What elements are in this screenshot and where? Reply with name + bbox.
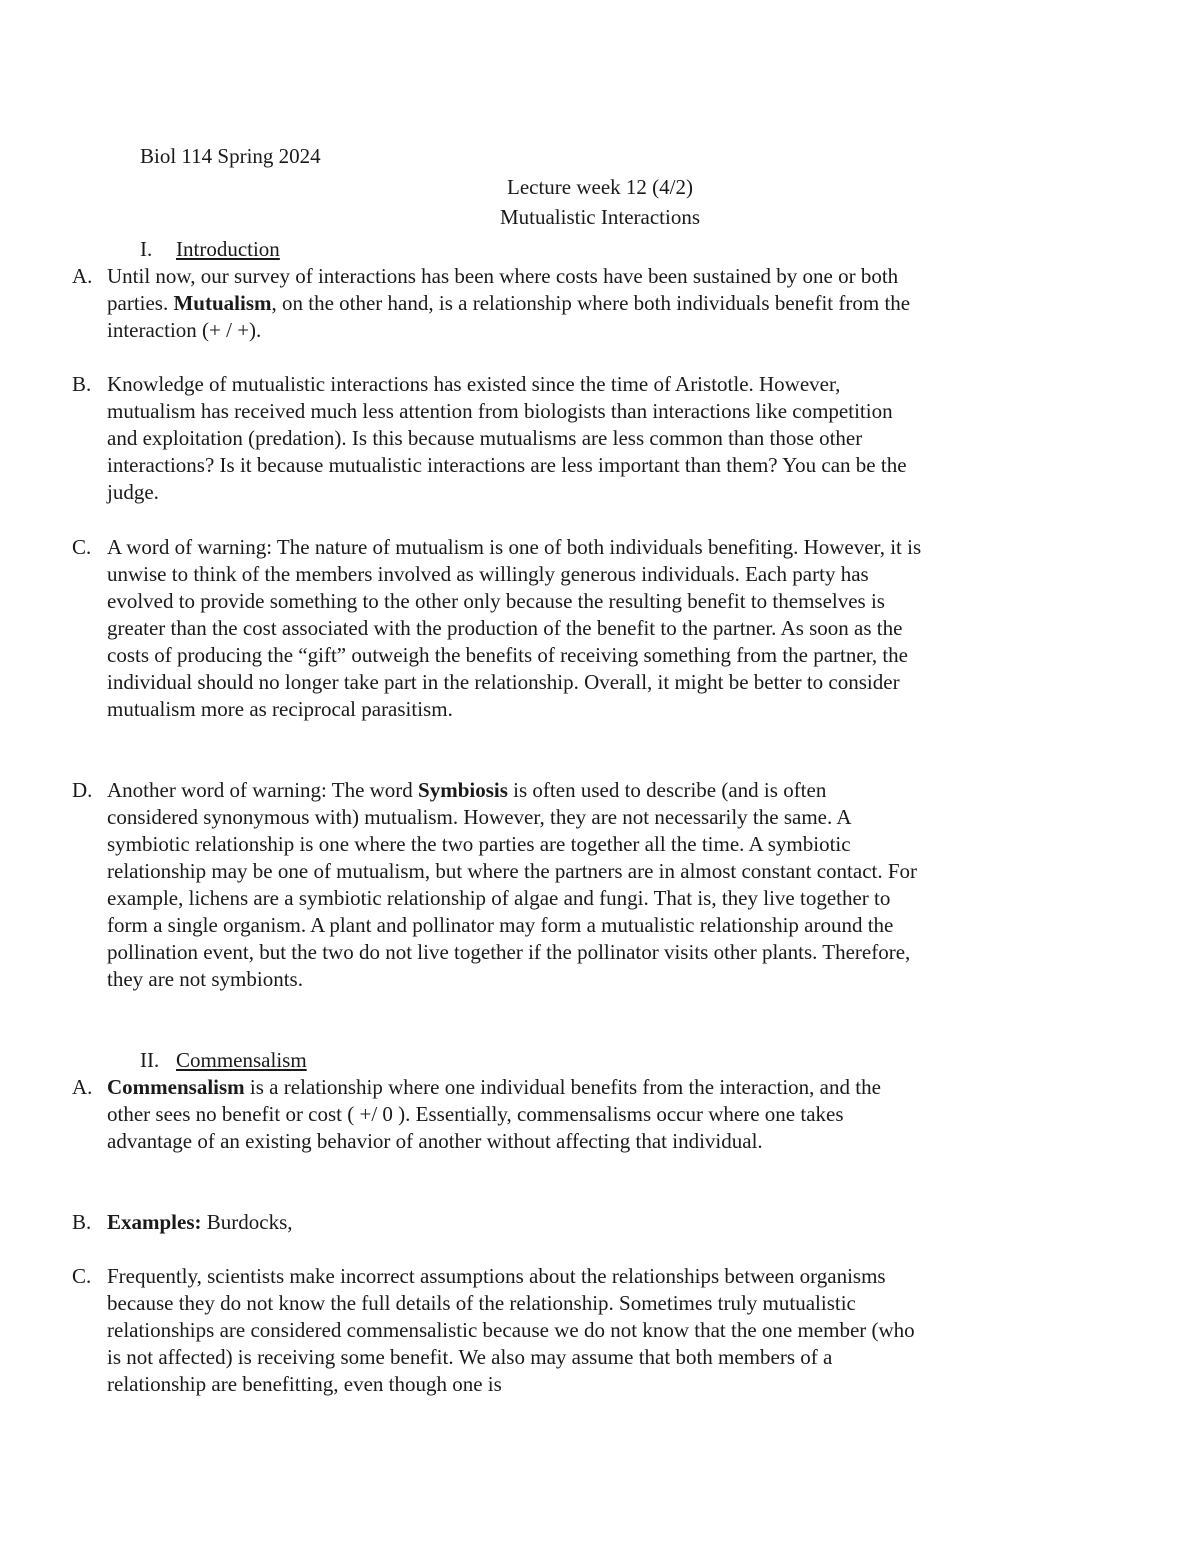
section-numeral: I. xyxy=(140,237,153,261)
item-letter: B. xyxy=(72,1210,92,1234)
item-text: Another word of warning: The word Symbiosis is often used to describe (and is often considered synonymous with) mutualism. However, they are not necessarily the same. A symbiotic relationship is one where the two parties are together all the time. A symbiotic relationship may be one of mutualism, but where the partners are in almost constant contact. For example, lichens are a symbiotic relationship of algae and fungi. That is, they live together to form a single organism. A plant and pollinator may form a mutualistic relationship around the pollination event, but the two do not live together if the pollinator visits other plants. Therefore, they are not symbionts. xyxy=(107,778,918,991)
outline-item-comm-c xyxy=(72,1263,922,1398)
item-text: Frequently, scientists make incorrect assumptions about the relationships between organisms because they do not know the full details of the relationship. Sometimes truly mutualistic relationships are considered commensalistic because we do not know that the one member (who is not affected) is receiving some benefit. We also may assume that both members of a relationship are benefitting, even though one is xyxy=(107,1264,915,1396)
item-text: Examples: Burdocks, xyxy=(107,1210,293,1234)
item-text: Commensalism is a relationship where one individual benefits from the interaction, and the other sees no benefit or cost ( +/ 0 ). Essentially, commensalisms occur where one takes advantage of an existing behavior of another without affecting that individual. xyxy=(107,1075,881,1153)
outline-item-comm-a xyxy=(72,1074,922,1155)
outline-item-intro-d xyxy=(72,777,922,993)
item-letter: A. xyxy=(72,1075,93,1099)
item-text: Until now, our survey of interactions has been where costs have been sustained by one or both parties. Mutualism, on the other hand, is a relationship where both individuals benefit from the interaction (+ / +). xyxy=(107,264,911,342)
outline-item-intro-c xyxy=(72,534,922,723)
item-text: Knowledge of mutualistic interactions has existed since the time of Aristotle. However, mutualism has received much less attention from biologists than interactions like competition and exploitation (predation). Is this because mutualisms are less common than those other interactions? Is it because mutualistic interactions are less important than them? You can be the judge. xyxy=(107,372,907,504)
item-text: A word of warning: The nature of mutualism is one of both individuals benefiting. However, it is unwise to think of the members involved as willingly generous individuals. Each party has evolved to provide something to the other only because the resulting benefit to themselves is greater than the cost associated with the production of the benefit to the partner. As soon as the costs of producing the “gift” outweigh the benefits of receiving something from the partner, the individual should no longer take part in the relationship. Overall, it might be better to consider mutualism more as reciprocal parasitism. xyxy=(107,535,922,721)
item-letter: B. xyxy=(72,372,92,396)
section-heading: Commensalism xyxy=(176,1048,307,1072)
lecture-title: Lecture week 12 (4/2) xyxy=(507,175,693,199)
item-letter: C. xyxy=(72,1264,92,1288)
item-letter: A. xyxy=(72,264,93,288)
outline-item-intro-b xyxy=(72,371,922,506)
item-letter: C. xyxy=(72,535,92,559)
outline-item-comm-b xyxy=(72,1209,922,1236)
section-heading: Introduction xyxy=(176,237,280,261)
section-numeral: II. xyxy=(140,1048,160,1072)
outline-item-intro-a xyxy=(72,263,922,344)
item-letter: D. xyxy=(72,778,93,802)
course-label: Biol 114 Spring 2024 xyxy=(140,144,321,168)
topic-title: Mutualistic Interactions xyxy=(499,205,701,229)
